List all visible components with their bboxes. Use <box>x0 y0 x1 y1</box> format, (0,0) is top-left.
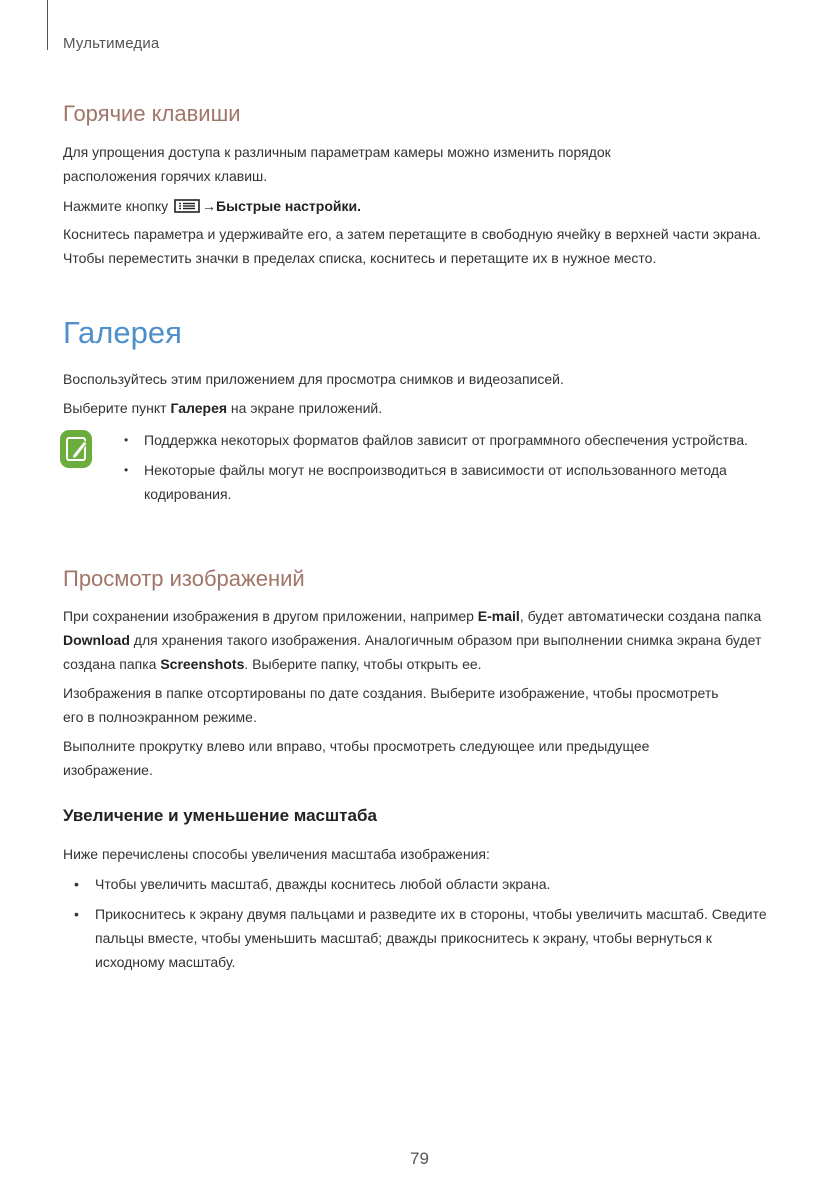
viewing-text: . Выберите папку, чтобы открыть ее. <box>244 656 482 672</box>
screenshots-folder-label: Screenshots <box>160 656 245 672</box>
list-item-text: Прикоснитесь к экрану двумя пальцами и разведите их в стороны, чтобы увеличить масштаб. Сведите пальцы вместе, чтобы уменьшить масштаб; дважды прикоснитесь к экрану, чтобы вернуться к исходному масштабу. <box>95 906 767 970</box>
download-folder-label: Download <box>63 632 130 648</box>
bullet: • <box>74 906 79 922</box>
gallery-heading: Галерея <box>63 315 182 350</box>
note-item <box>120 428 760 452</box>
chapter-title: Мультимедиа <box>63 35 160 52</box>
instruction-arrow: → <box>202 198 217 214</box>
hotkeys-intro: Для упрощения доступа к различным параметрам камеры можно изменить порядок расположения горячих клавиш. <box>63 144 611 184</box>
note-text: Поддержка некоторых форматов файлов зависит от программного обеспечения устройства. <box>144 432 749 448</box>
zoom-heading: Увеличение и уменьшение масштаба <box>63 806 377 825</box>
gallery-app-label: Галерея <box>170 400 228 416</box>
gallery-notes <box>120 428 760 512</box>
select-prefix: Выберите пункт <box>63 400 167 416</box>
viewing-text: , будет автоматически создана папка <box>519 608 762 624</box>
hotkeys-heading: Горячие клавиши <box>63 101 241 126</box>
note-text: Некоторые файлы могут не воспроизводиться в зависимости от использованного метода кодирования. <box>144 462 727 502</box>
gallery-select <box>63 396 763 420</box>
instruction-prefix: Нажмите кнопку <box>63 198 169 214</box>
bullet: • <box>124 433 129 447</box>
note-pencil-icon <box>60 430 92 468</box>
bullet: • <box>124 463 129 477</box>
email-label: E-mail <box>477 608 520 624</box>
zoom-intro: Ниже перечислены способы увеличения масштаба изображения: <box>63 846 490 862</box>
list-item <box>72 872 772 896</box>
viewing-paragraph-1 <box>63 604 763 676</box>
bullet: • <box>74 876 79 892</box>
viewing-paragraph-3: Выполните прокрутку влево или вправо, чтобы просмотреть следующее или предыдущее изображение. <box>63 738 650 778</box>
viewing-text: для хранения такого изображения. Аналогичным образом при выполнении снимка экрана будет создана папка <box>63 632 762 672</box>
list-item <box>72 902 772 974</box>
viewing-text: При сохранении изображения в другом приложении, например <box>63 608 474 624</box>
hotkeys-instruction <box>63 194 763 220</box>
hotkeys-detail: Коснитесь параметра и удерживайте его, а затем перетащите в свободную ячейку в верхней части экрана. Чтобы переместить значки в пределах списка, коснитесь и перетащите их в нужное место. <box>63 226 762 266</box>
page-number: 79 <box>410 1149 429 1168</box>
note-item <box>120 458 760 506</box>
zoom-methods-list <box>72 872 772 980</box>
viewing-heading: Просмотр изображений <box>63 566 305 591</box>
viewing-paragraph-2: Изображения в папке отсортированы по дате создания. Выберите изображение, чтобы просмотреть его в полноэкранном режиме. <box>63 685 719 725</box>
list-item-text: Чтобы увеличить масштаб, дважды коснитесь любой области экрана. <box>95 876 551 892</box>
corner-rule <box>47 0 48 50</box>
gallery-intro: Воспользуйтесь этим приложением для просмотра снимков и видеозаписей. <box>63 371 564 387</box>
select-suffix: на экране приложений. <box>230 400 383 416</box>
menu-key-icon <box>174 196 200 220</box>
quick-settings-label: Быстрые настройки. <box>216 198 361 214</box>
